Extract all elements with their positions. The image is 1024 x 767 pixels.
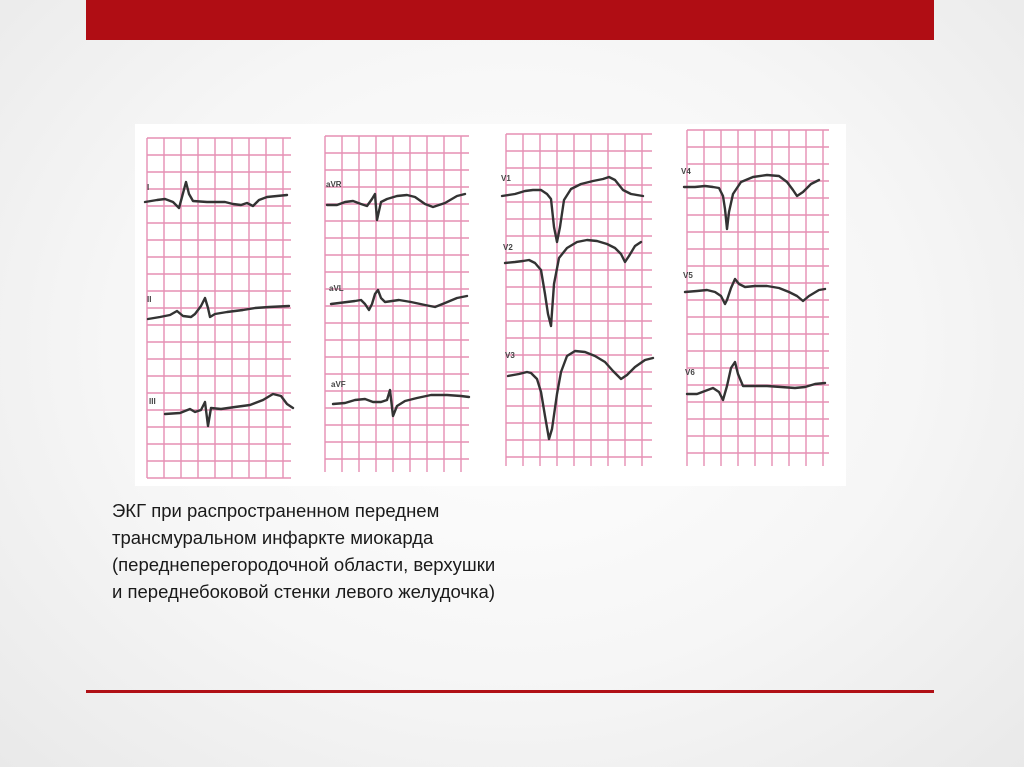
bottom-divider xyxy=(86,690,934,693)
lead-label-v6: V6 xyxy=(685,368,695,377)
lead-label-i: I xyxy=(147,183,150,192)
ecg-strips-image xyxy=(135,124,846,486)
lead-label-v4: V4 xyxy=(681,167,691,176)
lead-label-iii: III xyxy=(149,397,156,406)
top-accent-bar xyxy=(86,0,934,40)
slide-caption xyxy=(112,497,712,605)
lead-label-avr: aVR xyxy=(326,180,342,189)
ecg-figure xyxy=(135,124,846,486)
ecg-trace-v3 xyxy=(508,351,653,439)
lead-label-ii: II xyxy=(147,295,152,304)
ecg-grid-paper xyxy=(147,130,829,478)
lead-label-v5: V5 xyxy=(683,271,693,280)
ecg-trace-avf xyxy=(333,390,469,416)
caption-line-2: трансмуральном инфаркте миокарда xyxy=(112,527,434,548)
caption-line-3: (переднеперегородочной области, верхушки xyxy=(112,554,496,575)
lead-label-v1: V1 xyxy=(501,174,511,183)
lead-label-avl: aVL xyxy=(329,284,344,293)
ecg-trace-avl xyxy=(331,290,467,310)
caption-line-1: ЭКГ при распространенном переднем xyxy=(112,500,440,521)
lead-label-v2: V2 xyxy=(503,243,513,252)
lead-label-avf: aVF xyxy=(331,380,346,389)
caption-line-4: и переднебоковой стенки левого желудочка) xyxy=(112,581,495,602)
lead-label-v3: V3 xyxy=(505,351,515,360)
